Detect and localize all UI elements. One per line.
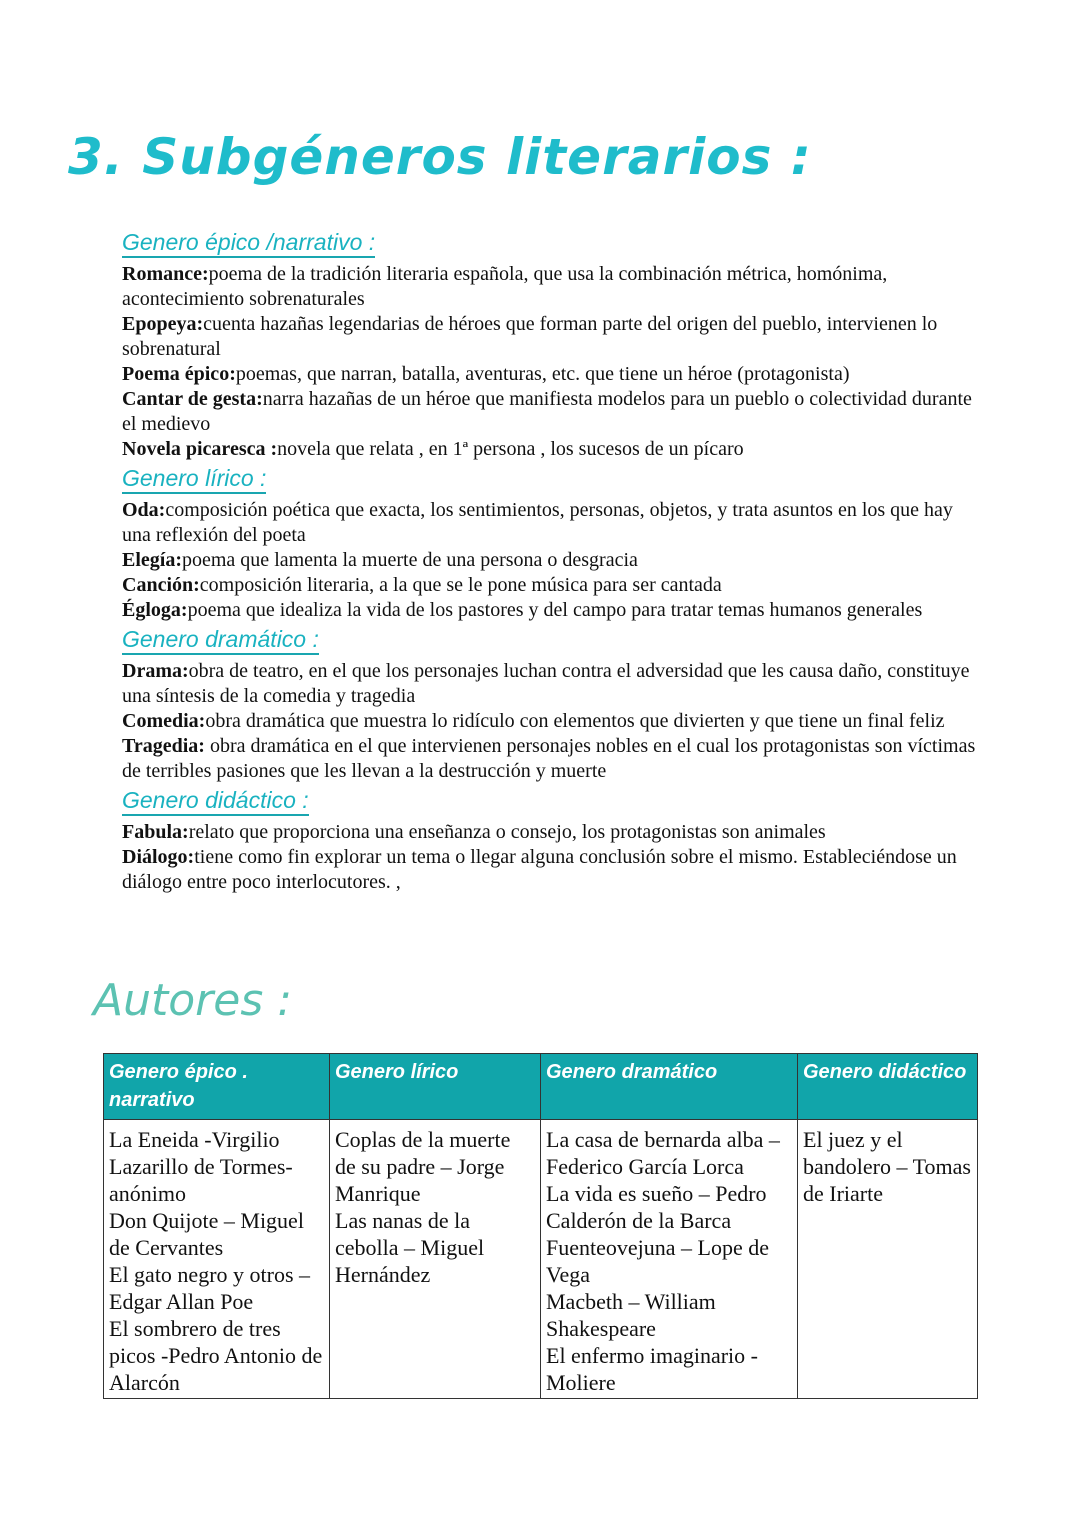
def: relato que proporciona una enseñanza o consejo, los protagonistas son animales bbox=[188, 821, 826, 843]
def: poema que idealiza la vida de los pastores y del campo para tratar temas humanos generales bbox=[187, 599, 923, 621]
def: poema que lamenta la muerte de una persona o desgracia bbox=[182, 549, 638, 571]
def: poemas, que narran, batalla, aventuras, etc. que tiene un héroe (protagonista) bbox=[235, 363, 850, 385]
def: novela que relata , en 1ª persona , los sucesos de un pícaro bbox=[277, 438, 744, 460]
page-title: 3. Subgéneros literarios : bbox=[68, 128, 812, 186]
term: Comedia: bbox=[122, 710, 206, 732]
header-didactico: Genero didáctico bbox=[798, 1054, 978, 1120]
term: Fabula: bbox=[122, 821, 189, 843]
definition bbox=[122, 548, 982, 573]
cell-dramatico: La casa de bernarda alba – Federico García Lorca La vida es sueño – Pedro Calderón de la Barca Fuenteovejuna – Lope de Vega Macbeth – William Shakespeare El enfermo imaginario - Moliere bbox=[541, 1120, 798, 1399]
header-dramatico: Genero dramático bbox=[541, 1054, 798, 1120]
term: Poema épico: bbox=[122, 363, 236, 385]
definition bbox=[122, 573, 982, 598]
authors-table bbox=[103, 1053, 978, 1399]
section-heading: Genero lírico : bbox=[122, 464, 266, 494]
authors-heading: Autores : bbox=[93, 975, 293, 1026]
term: Epopeya: bbox=[122, 313, 204, 335]
def: obra de teatro, en el que los personajes luchan contra el adversidad que les causa daño, constituye una síntesis de la comedia y tragedia bbox=[122, 660, 970, 707]
definition bbox=[122, 262, 982, 312]
term: Novela picaresca : bbox=[122, 438, 278, 460]
term: Diálogo: bbox=[122, 846, 195, 868]
def: composición literaria, a la que se le pone música para ser cantada bbox=[199, 574, 722, 596]
term: Égloga: bbox=[122, 599, 188, 621]
header-lirico: Genero lírico bbox=[330, 1054, 541, 1120]
definition bbox=[122, 312, 982, 362]
definition bbox=[122, 734, 982, 784]
definition bbox=[122, 659, 982, 709]
section-heading: Genero épico /narrativo : bbox=[122, 228, 375, 258]
definition bbox=[122, 598, 982, 623]
term: Canción: bbox=[122, 574, 200, 596]
definition bbox=[122, 362, 982, 387]
term: Elegía: bbox=[122, 549, 182, 571]
def: tiene como fin explorar un tema o llegar alguna conclusión sobre el mismo. Estableciéndose un diálogo entre poco interlocutores. , bbox=[122, 846, 957, 893]
cell-lirico: Coplas de la muerte de su padre – Jorge Manrique Las nanas de la cebolla – Miguel Hernández bbox=[330, 1120, 541, 1399]
definition bbox=[122, 437, 982, 462]
header-epico: Genero épico . narrativo bbox=[104, 1054, 330, 1120]
def: composición poética que exacta, los sentimientos, personas, objetos, y trata asuntos en los que hay una reflexión del poeta bbox=[122, 499, 953, 546]
subgenres-content bbox=[122, 226, 982, 895]
definition bbox=[122, 709, 982, 734]
definition bbox=[122, 387, 982, 437]
cell-epico: La Eneida -Virgilio Lazarillo de Tormes- anónimo Don Quijote – Miguel de Cervantes El gato negro y otros – Edgar Allan Poe El sombrero de tres picos -Pedro Antonio de Alarcón bbox=[104, 1120, 330, 1399]
term: Oda: bbox=[122, 499, 166, 521]
def: obra dramática en el que intervienen personajes nobles en el cual los protagonistas son víctimas de terribles pasiones que les llevan a la destrucción y muerte bbox=[122, 735, 976, 782]
def: narra hazañas de un héroe que manifiesta modelos para un pueblo o colectividad durante el medievo bbox=[122, 388, 972, 435]
def: poema de la tradición literaria española, que usa la combinación métrica, homónima, acontecimiento sobrenaturales bbox=[122, 263, 888, 310]
term: Cantar de gesta: bbox=[122, 388, 263, 410]
term: Tragedia: bbox=[122, 735, 205, 757]
term: Romance: bbox=[122, 263, 209, 285]
definition bbox=[122, 845, 982, 895]
section-heading: Genero dramático : bbox=[122, 625, 319, 655]
definition bbox=[122, 820, 982, 845]
cell-didactico: El juez y el bandolero – Tomas de Iriarte bbox=[798, 1120, 978, 1399]
def: obra dramática que muestra lo ridículo con elementos que divierten y que tiene un final feliz bbox=[205, 710, 945, 732]
definition bbox=[122, 498, 982, 548]
def: cuenta hazañas legendarias de héroes que forman parte del origen del pueblo, intervienen lo sobrenatural bbox=[122, 313, 938, 360]
section-heading: Genero didáctico : bbox=[122, 786, 309, 816]
term: Drama: bbox=[122, 660, 189, 682]
